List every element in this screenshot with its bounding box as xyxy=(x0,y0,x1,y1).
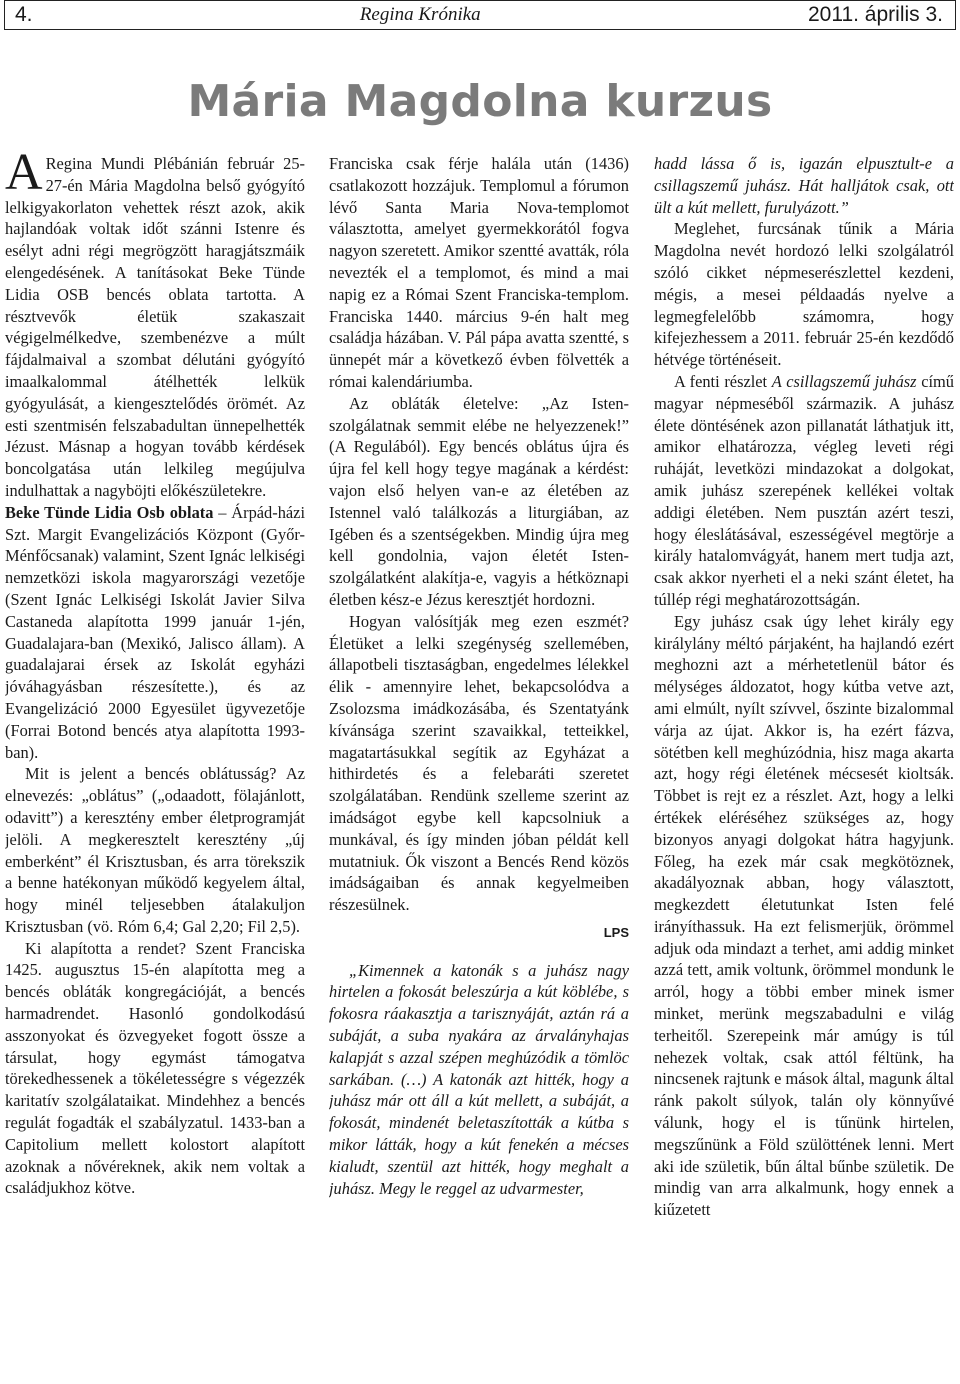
column-3 xyxy=(654,153,954,1381)
paragraph-shepherd-king: Egy juhász csak úgy lehet király egy királylány méltó párjaként, ha hajlandó ezért meghozni azt a mérhetetlenül bátor és mélységes áldozatot, hogy kútba vetve azt, ami elmúlt, nyílt szívvel, őszinte bizalommal várja az újat. Akkor is, ha ezért fázva, sötétben kell meghúzódnia, hisz maga akarta azt, hogy régi életének mécsesét kioltsák. Többet is rejt ez a részlet. Azt, hogy a lelki értékek eléréséhez szükséges az, hogy bizonyos anyagi dolgokat hátra hagyjunk. Főleg, ha ezek már csak megkötöznek, akadályoznak abban, hogy választott, megkezdett életutunkat Isten felé irányíthassuk. Ha ezt felismerjük, örömmel adjuk oda mindazt a terhet, ami addig minket azzá tett, amik voltunk, örömmel mondunk le arról, hogy a többi ember minek ismer minket, merünk megszabadulni e világ terheitől. Szerepeink már amúgy is túl nehezek voltak, csak attól féltünk, ha nincsenek rajtunk e mások által, magunk által ránk pakolt súlyok, talán oly könnyűvé válunk, hogy el is tűnünk hirtelen, megszűnünk a Föld szülöttének lenni. Mert aki ide születik, bűn által bűnbe születik. De mindig van arra alkalmunk, hogy ennek a kiűzetett xyxy=(654,611,954,1220)
paragraph-intro-reflection: Meglehet, furcsának tűnik a Mária Magdolna nevét hordozó lelki szolgálatról szóló cikket népmeserészlettel kezdeni, mégis, a mesei példaadás nyelve a legmegfelelőbb számomra, hogy kifejezhessem a 2011. február 25-én kezdődő hétvége történéseit. xyxy=(654,219,954,370)
masthead: Regina Krónika xyxy=(359,4,481,25)
source-prefix: A fenti részlet xyxy=(674,371,772,391)
author-bio-paragraph xyxy=(5,502,305,764)
paragraph-founder: Ki alapította a rendet? Szent Franciska 1425. augusztus 15-én alapította meg a bencés obláták kongregációját, a bencés harmadrendet. Hasonló gondolkodású asszonyokat és özvegyeket fogott össze a társulat, hogy egymást támogatva törekedhessenek a tökéletességre s végezzék karitatív szolgálataikat. Mindehhez a bencés regulát fogadták el szabályzatul. 1433-ban a Capitolium mellett kolostort alapított azoknak a nővéreknek, akik nem voltak a családjukhoz kötve. xyxy=(5,938,305,1198)
column-1 xyxy=(5,153,305,1381)
column-2 xyxy=(329,153,629,1381)
folktale-quote-continued: hadd lássa ő is, igazán elpusztult-e a csillagszemű juhász. Hát halljátok csak, ott ült a kút mellett, furulyázott.” xyxy=(654,154,954,217)
paragraph-oblate-meaning: Mit is jelent a bencés oblátusság? Az elnevezés: „oblátus” („odaadott, fölajánlott, odavitt”) a keresztény ember életprogramját jelöli. A megkeresztelt keresztény „új emberként” él Krisztusban, és arra törekszik a benne hatékonyan működő kegyelem által, hogy minél teljesebben átalakuljon Krisztusban (vö. Róm 6,4; Gal 2,20; Fil 2,5). xyxy=(5,764,305,936)
paragraph-continued: Franciska csak férje halála után (1436) csatlakozott hozzájuk. Templomul a fórumon lévő Santa Maria Nova-templomot választotta, amelyet gyermekkorától fogva nagyon szeretett. Amikor szentté avatták, róla nevezték el a templomot, és mind a mai napig ez a Római Szent Franciska-templom. Franciska 1440. március 9-én halt meg családja házában. V. Pál pápa avatta szentté, s ünnepét már a következő évben fölvették a római kalendáriumba. xyxy=(329,154,629,391)
paragraph-life-principle: Az obláták életelve: „Az Isten-szolgálatnak semmit elébe ne helyezzenek!” (A Regulából). Egy bencés oblátus újra és újra fel kell hogy tegye magának a kérdést: vajon első helyen van-e az életében az Istennel való találkozás a liturgiában, az Igében és a szentségekben. Mindig újra meg kell gondolnia, vajon életét Isten-szolgálatként alakítja-e, vagyis a hétköznapi életben kész-e Jézus keresztjét hordozni. xyxy=(329,393,629,609)
lead-text: Regina Mundi Plébánián február 25-27-én Mária Magdolna belső gyógyító lelkigyakorlaton vehettek részt azok, akik hajlandóak voltak időt szánni Istenre és esélyt adni régi megrögzött haragjátszmáik elengedésének. A tanításokat Beke Tünde Lidia OSB bencés oblata tartotta. A résztvevők életük szakaszait végigelmélkedve, szembenézve a múlt fájdalmaival a szombat délutáni gyógyító imaalkalommal átélhették lelkük gyógyulását, a kiengesztelődés örömét. Az esti szentmisén felszabadultan ünnepelhették Jézust. Másnap a hogyan tovább kérdések boncolgatása után lelkileg megújulva indulhattak a nagyböjti előkészületekre. xyxy=(5,154,305,500)
signature: LPS xyxy=(603,924,629,940)
page-number: 4. xyxy=(15,3,33,26)
article-title: Mária Magdolna kurzus xyxy=(187,76,773,127)
folktale-title: A csillagszemű juhász xyxy=(771,371,917,391)
lead-paragraph xyxy=(5,153,305,502)
paragraph-folktale-source xyxy=(654,371,954,611)
paragraph-realization: Hogyan valósítják meg ezen eszmét? Életüket a lelki szegénység szellemében, állapotbeli tisztaságban, engedelmes lélekkel élik - amennyire lehet, bekapcsolódva a Zsolozsma imádkozásába, és Szentatyánk kívánsága szerint szavaikkal, tetteikkel, magatartásukkal segítik az Egyházat a hithirdetés és a felebaráti szeretet szolgálatában. Rendünk szelleme szerint az imádságot egybe kell kapcsolniuk a munkával, és így minden jóban példát kell mutatniuk. Ők viszont a Bencés Rend közös imádságaiban és annak kegyelmeiben részesülnek. xyxy=(329,611,629,915)
author-bio-text: – Árpád-házi Szt. Margit Evangelizációs Központ (Győr-Ménfőcsanak) valamint, Szent Ignác lelkiségi nemzetközi iskola magyarországi vezetője (Szent Ignác Lelkiségi Iskolát Javier Silva Castaneda alapította 1999 január 1-jén, Guadalajara-ban (Mexikó, Jalisco állam). A guadalajarai érsek az Iskolát egyházi jóváhagyásban részesítette.), és az Evangelizáció 2000 Egyesület ügyvezetője (Forrai Botond bencés atya alapította 1993-ban). xyxy=(5,502,305,762)
folktale-quote: „Kimennek a katonák s a juhász nagy hirtelen a fokosát beleszúrja a kút köblébe, s fokosra ráakasztja a tarisznyáját, aztán rá a subáját, a suba nyakára az árvalányhajas kalapját s azzal szépen meghúzódik a tömlöc sarkában. (…) A katonák azt hitték, hogy a juhász már ott áll a kút mellett, a subáját, a fokosát, mindenét beletaszították a kútba s mikor látták, hogy a kút fenekén a mécses kialudt, szentül azt hitték, hogy meghalt a juhász. Megy le reggel az udvarmester, xyxy=(329,960,629,1198)
source-text: című magyar népmeséből származik. A juhász élete döntésének azon pillanatát láthatjuk itt, amikor elhatározza, végleg leveti régi ruháját, levetközi mindazokat a dolgokat, amik juhász szerepének kellékei voltak addigi életében. Nem pusztán azért teszi, hogy éleslátásával, eszességével megtörje a király hatalomvágyát, hanem mert tudja azt, csak akkor nyerheti el a neki szánt életet, ha túllép régi meghatározottságán. xyxy=(654,371,954,609)
author-name: Beke Tünde Lidia Osb oblata xyxy=(5,502,214,522)
drop-cap: A xyxy=(5,153,43,201)
page-header xyxy=(4,0,956,30)
issue-date: 2011. április 3. xyxy=(807,3,943,26)
